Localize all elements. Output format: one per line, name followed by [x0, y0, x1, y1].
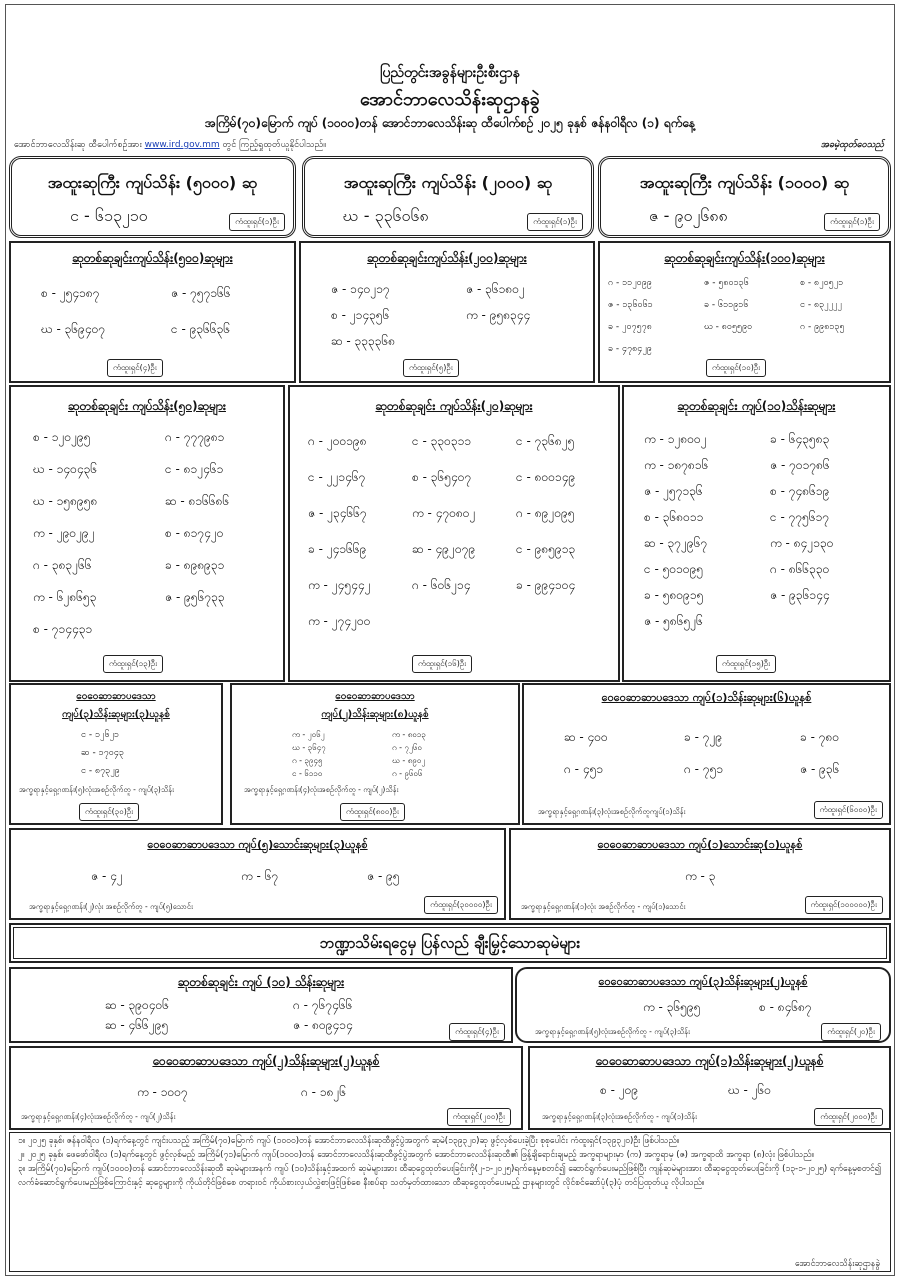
winner-count: ကံထူးရှင်(၁)ဦး — [229, 213, 285, 231]
prize-title: ဆုတစ်ဆုချင်း ကျပ် (၁၀) သိန်းဆုများ — [177, 975, 345, 989]
winning-number: ဂ - ၁၈၂၆ — [301, 1085, 347, 1099]
prize-title: ဆုတစ်ဆုချင်း ကျပ်(၁၀)သိန်းဆုများ — [677, 399, 836, 413]
website-note-suffix: တွင် ကြည့်ရှုထုတ်ယူနိုင်ပါသည်။ — [222, 140, 326, 150]
winning-number: က - ၁၈၇၈၁၆ — [644, 458, 709, 472]
winning-number: ဇ - ၈၀၉၄၁၄ — [293, 1018, 353, 1032]
grand-prize-1000 — [598, 156, 891, 238]
match-rule: အက္ခရာနှင့်ရှေ့ဂဏန်း(၄)လုံးအစဉ်လိုက်တူ - ကျပ်(၂)သိန်း — [244, 785, 399, 794]
winning-number: င - ၈၀၀၁၄၉ — [516, 470, 576, 484]
winning-number: စ - ၈၁၇၄၂၀ — [165, 526, 224, 540]
note-item: ၂။ ၂၀၂၅ ခုနှစ်၊ ဖေဖော်ဝါရီလ (၁)ရက်နေ့တွင် ဖွင့်လှစ်မည့် အကြိမ်(၇၁)မြောက် ကျပ်(၁၀၀၀)တန် အောင်ဘာလေသိန်းဆုထီဖွင့်ပွဲအတွက် အောင်ဘာလေသိန်းဆုထီ၏ ဖြန့်ချိရောင်းချမည့် အက္ခရာများမှာ (က) အက္ခရာမှ (ဇ) အက္ခရာထိ အက္ခရာ (၈)လုံး ဖြစ်ပါသည်။ — [18, 1150, 814, 1161]
match-rule: အက္ခရာနှင့်ရှေ့ဂဏန်း(၅)လုံးအစဉ်လိုက်တူ - ကျပ်(၃)သိန်း — [19, 785, 174, 794]
prize-title: ဆုတစ်ဆုချင်းကျပ်သိန်း(၁၀၀)ဆုများ — [664, 251, 825, 265]
prize-title: ဆုတစ်ဆုချင်းကျပ်သိန်း(၂၀၀)ဆုများ — [367, 251, 527, 265]
winning-number: ဂ - ၃၈၃၂၆၆ — [33, 558, 92, 572]
returned-10-lakh — [9, 967, 513, 1043]
bonus-10000 — [509, 828, 891, 920]
winning-number: ဃ - ၃၆၄၇ — [292, 743, 326, 752]
winning-number: ဇ - ၉၃၆ — [800, 762, 840, 776]
note-item: ၁။ ၂၀၂၅ ခုနှစ်၊ ဇန်နဝါရီလ (၁)ရက်နေ့တွင် ကျင်းပသည့် အကြိမ်(၇၀)မြောက် ကျပ် (၁၀၀၀)တန် အောင်ဘာလေသိန်းဆုထီဖွင့်ပွဲအတွက် ဆုမဲ(၁၃၉၃၂၀)ဆု ဖွင့်လှစ်ပေးခဲ့ပြီး စုစုပေါင်း ကံထူးရှင်(၁၃၉၃၂၀)ဦး ဖြစ်ပါသည်။ — [18, 1136, 680, 1146]
winning-number: ဇ - ၁၄၀၂၁၇ — [331, 282, 390, 296]
winner-count: ကံထူးရှင်(၁၀၀၀၀၀)ဦး — [805, 896, 883, 914]
bonus-50000 — [9, 828, 506, 920]
winning-number: ဆ - ၃၃၃၃၆၈ — [331, 334, 396, 348]
winning-number: က - ၂၇၄၂၀၀ — [308, 614, 371, 628]
section-title: အောင်ဘာလေသိန်းဆုဌာနခွဲ — [360, 89, 540, 110]
winning-number: က - ၄၇၀၈၀၂ — [412, 506, 476, 520]
winning-number: ဇ - ၉၅ — [367, 869, 400, 883]
returned-3-lakh — [515, 967, 891, 1043]
match-rule: အက္ခရာနှင့်ရှေ့ဂဏန်း(၃)လုံးအစဉ်လိုက်တူ - ကျပ်(၁)သိန်း — [542, 1112, 697, 1121]
winning-number: ဂ - ၄၅၁ — [564, 762, 604, 776]
prize-20-lakh — [288, 385, 620, 682]
winner-count: ကံထူးရှင်(၁)ဦး — [824, 213, 880, 231]
prize-title: ဆုတစ်ဆုချင်းကျပ်သိန်း(၅၀၀)ဆုများ — [72, 251, 233, 265]
winning-number: ဇ - ၇၅၇၁၆၆ — [171, 286, 231, 300]
website-note — [14, 139, 326, 152]
prize-title: ဝေဝေဆာဆာပဒေသာ ကျပ်(၁)သိန်းဆုများ(၂)ယူနစ် — [595, 1054, 824, 1068]
winning-number: စ - ၂၀၉ — [600, 1083, 639, 1097]
prize-200-lakh — [299, 241, 595, 383]
winning-number: ဇ - ၉၃၆၁၄၄ — [770, 588, 830, 602]
winning-number: င - ၈၃၂၂၂၂ — [800, 300, 842, 310]
prize-subtitle: ဝေဝေဆာဆာပဒေသာ — [335, 691, 415, 702]
winning-number: ခ - ၄၇၈၄၂၉ — [608, 344, 652, 354]
lottery-result-sheet — [5, 4, 895, 1276]
returned-1-lakh — [528, 1046, 891, 1130]
prize-title: ဆုတစ်ဆုချင်း ကျပ်သိန်း(၂၀)ဆုများ — [375, 399, 533, 413]
match-rule: အက္ခရာနှင့်ရှေ့ဂဏန်း(၅)လုံးအစဉ်လိုက်တူ - ကျပ်(၃)သိန်း — [535, 1027, 690, 1036]
winning-number: ဂ - ၁၁၂၀၉၉ — [608, 278, 652, 288]
winning-number: ခ - ၆၁၁၉၁၆ — [704, 300, 749, 310]
winning-number: ဂ - ၇၅၁ — [684, 762, 724, 776]
winning-number: ဇ - ၂၅၇၁၃၆ — [644, 484, 703, 498]
winning-number: ခ - ၂၀၇၅၇၈ — [608, 322, 652, 332]
provisional-label: အခမဲ့ထုတ်ဝေသည် — [820, 140, 884, 150]
winning-number: ဆ - ၄၆၆၂၉၅ — [105, 1018, 169, 1032]
prize-500-lakh — [9, 241, 296, 383]
prize-title: ဆုတစ်ဆုချင်း ကျပ်သိန်း(၅၀)ဆုများ — [68, 399, 226, 413]
note-item: ၃။ အကြိမ်(၇၀)မြောက် ကျပ်(၁၀၀၀)တန် အောင်ဘာလေသိန်းဆုထီ ဆုမဲများအနက် ကျပ် (၁၀)သိန်းနှင့်အထက် ဆုမဲများအား ထီဆုငွေထုတ်ပေးခြင်းကို(၂-၁-၂၀၂၅)ရက်နေ့မှစတင်၍ ဆောင်ရွက်ပေးမည်ဖြစ်ပြီး ကျန်ဆုမဲများအား ထီဆုငွေထုတ်ပေးခြင်းကို (၁၃-၁-၂၀၂၅) ရက်နေ့မှစတင်၍ လက်ခံဆောင်ရွက်ပေးမည်ဖြစ်ကြောင်းနှင့် ဆုငွေများကို ကိုယ်တိုင်ဖြစ်စေ တရားဝင် ကိုယ်စားလှယ်လွှဲစာဖြင့်ဖြစ်စေ နီးစပ်ရာ သတ်မှတ်ထားသော ထီဆုငွေထုတ်ပေးမည့် ဌာနများတွင် လိုင်စင်ဆော်ပုံ(၃)ပုံ တင်ပြထုတ်ယူ လိုပါသည်။ — [18, 1164, 882, 1188]
winning-number: စ - ၈၂၀၅၂၁ — [800, 278, 844, 288]
winning-number: က - ၂၄၅၄၄၂ — [308, 578, 371, 592]
grand-prize-5000 — [9, 156, 296, 238]
winning-number: က - ၆၇ — [241, 869, 279, 883]
winner-count: ကံထူးရှင်(၁၀)ဦး — [706, 359, 766, 377]
winning-number: ဃ - ၃၃၆၀၆၈ — [343, 206, 429, 225]
returned-prize-banner — [9, 923, 891, 963]
prize-title: အထူးဆုကြီး ကျပ်သိန်း (၅၀၀၀) ဆု — [47, 173, 258, 192]
notes-list — [18, 1135, 886, 1191]
winning-number: ဇ - ၂၃၄၆၆၇ — [308, 506, 367, 520]
winning-number: ဂ - ၇၂၆၀ — [392, 743, 422, 752]
winning-number: ဆ - ၃၉၀၄၀၆ — [105, 998, 170, 1012]
winning-number: င - ၆၁၃၂၁၀ — [70, 206, 148, 225]
winning-number: ဃ - ၃၆၉၄၀၇ — [41, 322, 106, 336]
winning-number: ဃ - ၁၄၀၄၃၆ — [33, 462, 98, 476]
winning-number: ဃ - ၈၉၀၂ — [392, 756, 426, 765]
winner-count: ကံထူးရှင်(၄)ဦး — [449, 1023, 505, 1041]
winning-number: ဂ - ၈၆၆၃၃၀ — [770, 562, 830, 576]
winning-number: ဇ - ၅၈၀၁၃၆ — [704, 278, 749, 288]
bonus-2-lakh — [230, 683, 520, 825]
winning-number: ဂ - ၃၉၄၅ — [292, 756, 323, 765]
winning-number: က - ၂၉၀၂၉၂ — [33, 526, 95, 540]
winner-count: ကံထူးရှင်(၅)ဦး — [403, 359, 459, 377]
winner-count: ကံထူးရှင်(၁၆)ဦး — [412, 655, 472, 673]
winner-count: ကံထူးရှင်(၂၀၀)ဦး — [447, 1108, 511, 1126]
winning-number: ဆ - ၄၉၂၀၇၉ — [412, 542, 476, 556]
prize-50-lakh — [9, 385, 285, 682]
winner-count: ကံထူးရှင်(၁၅)ဦး — [716, 655, 776, 673]
winning-number: စ - ၃၆၈၀၁၁ — [644, 510, 704, 524]
winning-number: င - ၂၂၁၄၆၇ — [308, 470, 366, 484]
winning-number: ဂ - ၇၆၇၄၆၆ — [293, 998, 353, 1012]
match-rule: အက္ခရာနှင့်ရှေ့ဂဏန်း(၂)လုံး အစဉ်လိုက်တူ - ကျပ်(၅)သောင်း — [29, 902, 193, 911]
winning-number: င - ၈၇၃၂၉ — [81, 766, 120, 776]
winner-count: ကံထူးရှင်(၁၃)ဦး — [103, 655, 163, 673]
winning-number: ဃ - ၈၀၅၅၉၀ — [704, 322, 753, 332]
winning-number: ဃ - ၁၅၈၉၅၈ — [33, 494, 98, 508]
website-link[interactable]: www.ird.gov.mm — [144, 140, 220, 150]
draw-title: အကြိမ်(၇၀)မြောက် ကျပ် (၁၀၀၀)တန် အောင်ဘာလေသိန်းဆု ထီပေါက်စဉ် ၂၀၂၅ ခုနှစ် ဇန်နဝါရီလ (၁) ရက်နေ့ — [204, 116, 696, 130]
prize-title: ကျပ်(၂)သိန်းဆုများ(၈)ယူနစ် — [321, 709, 429, 720]
winning-number: ခ - ၂၄၁၆၆၉ — [308, 542, 367, 556]
winning-number: ဆ - ၁၇၀၄၃ — [81, 748, 124, 758]
winning-number: ဂ - ၆၀၆၂၁၄ — [412, 578, 471, 592]
winning-number: င - ၆၁၁၀ — [292, 769, 323, 778]
winning-number: ဆ - ၄၀၀ — [564, 730, 608, 744]
winning-number: င - ၈၁၂၄၆၁ — [165, 462, 224, 476]
winning-number: က - ၈၄၂၁၃၀ — [770, 536, 834, 550]
prize-title: ဝေဝေဆာဆာပဒေသာ ကျပ်(၂)သိန်းဆုများ(၂)ယူနစ် — [152, 1054, 380, 1068]
winning-number: ခ - ၈၉၈၉၃၁ — [165, 558, 225, 572]
winning-number: င - ၇၃၆၈၂၅ — [516, 434, 575, 448]
prize-title: ကျပ်(၃)သိန်းဆုများ(၃)ယူနစ် — [62, 709, 170, 720]
winning-number: ခ - ၆၄၃၅၈၃ — [770, 432, 830, 446]
prize-10-lakh — [622, 385, 891, 682]
winning-number: ဆ - ၃၇၂၉၆၇ — [644, 536, 708, 550]
winning-number: ဇ - ၁၃၆၀၆၁ — [608, 300, 653, 310]
winning-number: က - ၆၂၈၆၅၃ — [33, 590, 97, 604]
winning-number: က - ၁၂၈၀၀၂ — [644, 432, 707, 446]
winning-number: ဆ - ၈၁၆၆၈၆ — [165, 494, 230, 508]
prize-title: ဝေဝေဆာဆာပဒေသာ ကျပ်(၁)သိန်းဆုများ(၆)ယူနစ် — [601, 691, 812, 704]
winner-count: ကံထူးရှင်(၂၀၀၀)ဦး — [814, 1108, 883, 1126]
match-rule: အက္ခရာနှင့်ရှေ့ဂဏန်း(၃)လုံးအစဉ်လိုက်တူကျပ်(၁)သိန်း — [538, 807, 686, 816]
winning-number: ဂ - ၈၉၂၀၉၅ — [516, 506, 575, 520]
winning-number: စ - ၁၂၀၂၉၅ — [33, 430, 91, 444]
winning-number: က - ၃ — [685, 869, 716, 883]
winning-number: ခ - ၇၂၉ — [684, 730, 723, 744]
winner-count: ကံထူးရှင်(၃၀၀၀၀)ဦး — [424, 896, 498, 914]
prize-100-lakh — [598, 241, 891, 383]
winning-number: င - ၇၇၅၆၁၇ — [770, 510, 830, 524]
winning-number: က - ၉၅၈၃၄၄ — [466, 308, 531, 322]
match-rule: အက္ခရာနှင့်ရှေ့ဂဏန်း(၁)လုံး အစဉ်လိုက်တူ - ကျပ်(၁)သောင်း — [521, 902, 686, 911]
winning-number: ခ - ၇၈၀ — [800, 730, 840, 744]
prize-title: အထူးဆုကြီး ကျပ်သိန်း (၁၀၀၀) ဆု — [639, 173, 850, 192]
winning-number: က - ၂၀၆၂ — [292, 730, 325, 739]
winning-number: စ - ၈၄၆၈၇ — [759, 1000, 812, 1014]
winning-number: ဇ - ၄၂ — [91, 869, 123, 883]
winner-count: ကံထူးရှင်(၂၀)ဦး — [821, 1023, 881, 1041]
winning-number: ဇ - ၉၅၆၇၃၃ — [165, 590, 225, 604]
banner-title: ဘဏ္ဍာသိမ်းရငွေမှ ပြန်လည် ချီးမြှင့်သောဆုမဲများ — [319, 934, 581, 952]
winning-number: စ - ၂၅၄၁၈၇ — [41, 286, 100, 300]
winning-number: စ - ၂၁၄၃၅၆ — [331, 308, 390, 322]
prize-title: ဝေဝေဆာဆာပဒေသာ ကျပ်(၃)သိန်းဆုများ(၂)ယူနစ် — [598, 975, 808, 988]
winning-number: စ - ၇၁၄၄၃၁ — [33, 622, 93, 636]
winning-number: င - ၉၃၆၆၃၆ — [171, 322, 231, 336]
winning-number: င - ၁၂၆၂၁ — [81, 730, 119, 740]
match-rule: အက္ခရာနှင့်ရှေ့ဂဏန်း(၄)လုံးအစဉ်လိုက်တူ - ကျပ်(၂)သိန်း — [21, 1112, 176, 1121]
winning-number: ဃ - ၂၆၀ — [728, 1083, 772, 1097]
prize-subtitle: ဝေဝေဆာဆာပဒေသာ — [76, 691, 156, 702]
winner-count: ကံထူးရှင်(၄)ဦး — [107, 359, 163, 377]
prize-title: အထူးဆုကြီး ကျပ်သိန်း (၂၀၀၀) ဆု — [343, 173, 553, 192]
department-title: ပြည်တွင်းအခွန်များဦးစီးဌာန — [380, 65, 520, 81]
prize-title: ဝေဝေဆာဆာပဒေသာ ကျပ်(၅)သောင်းဆုများ(၃)ယူနစ် — [147, 838, 368, 851]
winning-number: ခ - ၅၈၀၉၁၅ — [644, 588, 704, 602]
winning-number: ဂ - ၉၆၀၆ — [392, 769, 423, 778]
winning-number: ဇ - ၉၀၂၆၈၈ — [649, 206, 728, 225]
winning-number: ဇ - ၃၆၁၈၀၂ — [466, 282, 525, 296]
winner-count: ကံထူးရှင်(၁)ဦး — [527, 213, 583, 231]
prize-title: ဝေဝေဆာဆာပဒေသာ ကျပ်(၁)သောင်းဆု(၁)ယူနစ် — [597, 838, 803, 851]
winning-number: ဂ - ၇၇၇၉၈၁ — [165, 430, 225, 444]
winning-number: စ - ၃၆၅၄၀၇ — [412, 470, 472, 484]
returned-2-lakh — [9, 1046, 523, 1130]
winner-count: ကံထူးရှင်(၆၀၀၀)ဦး — [814, 801, 883, 819]
grand-prize-2000 — [302, 156, 594, 238]
winning-number: ဇ - ၅၈၆၅၂၆ — [644, 614, 703, 628]
winning-number: စ - ၇၄၈၆၁၉ — [770, 484, 830, 498]
winning-number: ဂ - ၉၉၈၁၃၅ — [800, 322, 845, 332]
winning-number: က - ၁၀၀၇ — [137, 1085, 188, 1099]
signoff: အောင်ဘာလေသိန်းဆုဌာနခွဲ — [795, 1259, 880, 1269]
winning-number: က - ၈၀၁၃ — [392, 730, 426, 739]
winning-number: ဇ - ၇၀၁၇၈၆ — [770, 458, 830, 472]
winning-number: ခ - ၉၉၄၁၀၄ — [516, 578, 576, 592]
website-note-prefix: အောင်ဘာလေသိန်းဆု ထီပေါက်စဉ်အား — [14, 140, 142, 150]
winner-count: ကံထူးရှင်(၃၀)ဦး — [79, 803, 139, 821]
bonus-1-lakh — [522, 683, 891, 825]
winning-number: င - ၃၃၀၃၁၁ — [412, 434, 472, 448]
winning-number: က - ၃၆၅၉၅ — [643, 1000, 701, 1014]
winning-number: ဂ - ၂၀၀၁၉၈ — [308, 434, 367, 448]
winning-number: င - ၅၀၁၀၉၅ — [644, 562, 704, 576]
bonus-3-lakh — [9, 683, 223, 825]
winning-number: င - ၉၈၅၉၁၃ — [516, 542, 576, 556]
winner-count: ကံထူးရှင်(၈၀၀)ဦး — [340, 803, 405, 821]
